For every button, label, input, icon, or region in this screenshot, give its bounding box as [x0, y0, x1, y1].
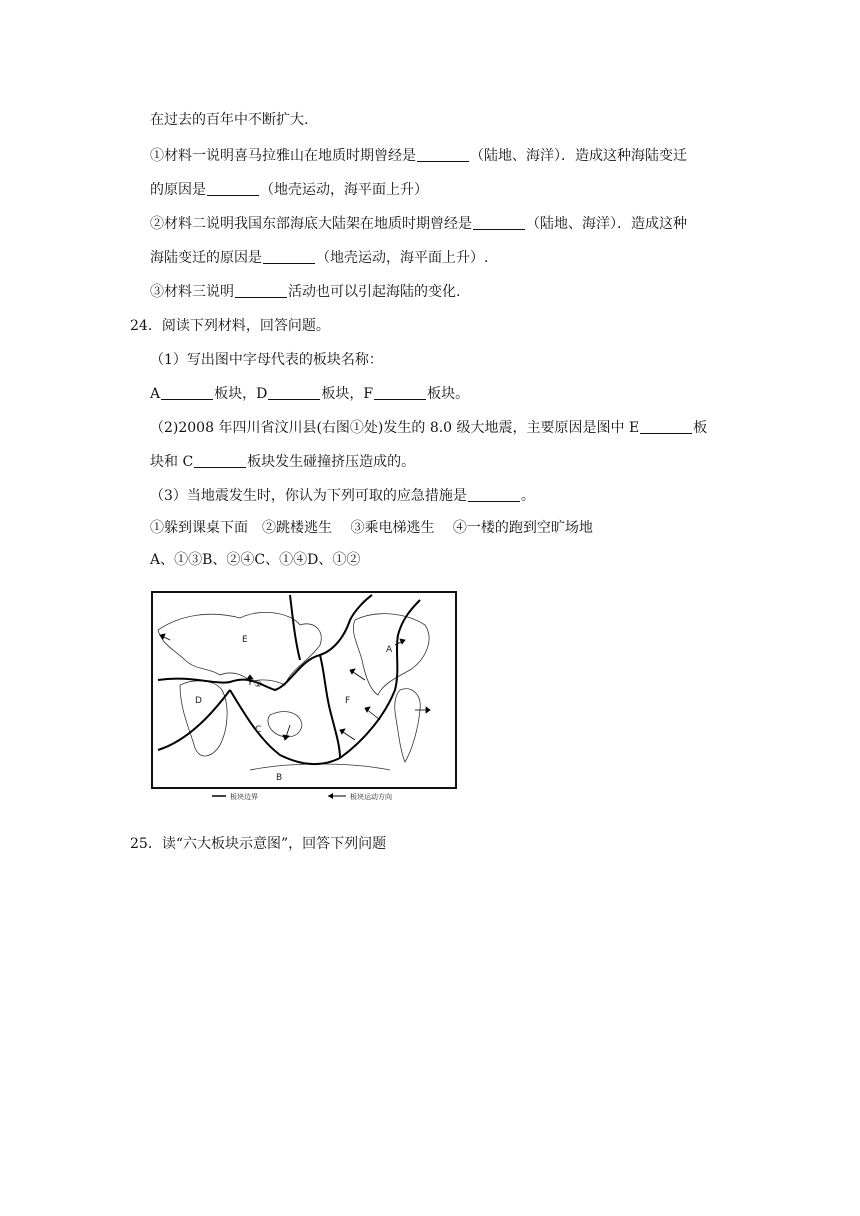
answer-blank[interactable]: [268, 385, 320, 400]
question-24-title: 24．阅读下列材料，回答问题。: [130, 318, 330, 334]
answer-blank[interactable]: [468, 487, 520, 502]
q24-part-3: （3）当地震发生时，你认为下列可取的应急措施是 。: [150, 488, 535, 504]
plate-label-f: F: [345, 696, 351, 706]
legend-motion-label: 板块运动方向: [350, 793, 392, 801]
answer-blank[interactable]: [235, 283, 287, 298]
q24-choices: A、①③B、②④C、①④D、①②: [150, 552, 361, 568]
answer-blank[interactable]: [417, 147, 469, 162]
q24-options: ①躲到课桌下面 ②跳楼逃生 ③乘电梯逃生 ④一楼的跑到空旷场地: [150, 520, 593, 536]
answer-blank[interactable]: [263, 249, 315, 264]
marker-one: ①: [254, 680, 263, 690]
q24-part-1: （1）写出图中字母代表的板块名称：: [150, 352, 383, 368]
legend-arrow-icon: [328, 793, 333, 799]
answer-blank[interactable]: [194, 453, 246, 468]
answer-blank[interactable]: [473, 215, 525, 230]
answer-blank[interactable]: [207, 181, 259, 196]
answer-blank[interactable]: [374, 385, 426, 400]
text-line-5: 海陆变迁的原因是 （地壳运动，海平面上升）.: [150, 250, 489, 266]
plate-label-b: B: [276, 773, 283, 783]
text-line-4: ②材料二说明我国东部海底大陆架在地质时期曾经是 （陆地、海洋）．造成这种: [150, 216, 687, 232]
plate-label-c: C: [255, 725, 262, 735]
legend-boundary-label: 板块边界: [230, 793, 258, 801]
plate-label-d: D: [195, 696, 202, 706]
q24-part-1-answers: A 板块，D 板块，F 板块。: [150, 386, 470, 402]
plate-map: [150, 590, 458, 802]
q24-part-2: （2)2008 年四川省汶川县(右图①处)发生的 8.0 级大地震，主要原因是图中 E 板: [150, 420, 708, 436]
plate-label-e: E: [242, 635, 248, 645]
q24-part-2-cont: 块和 C 板块发生碰撞挤压造成的。: [150, 454, 416, 470]
text-line-2: ①材料一说明喜马拉雅山在地质时期曾经是 （陆地、海洋）．造成这种海陆变迁: [150, 148, 687, 164]
text-line-1: 在过去的百年中不断扩大.: [150, 112, 309, 128]
plate-label-a: A: [386, 645, 393, 655]
text-line-3: 的原因是 （地壳运动，海平面上升）: [150, 182, 428, 198]
text-line-6: ③材料三说明 活动也可以引起海陆的变化.: [150, 284, 461, 300]
answer-blank[interactable]: [161, 385, 213, 400]
question-25-title: 25．读“六大板块示意图”，回答下列问题: [130, 836, 387, 852]
answer-blank[interactable]: [640, 419, 692, 434]
